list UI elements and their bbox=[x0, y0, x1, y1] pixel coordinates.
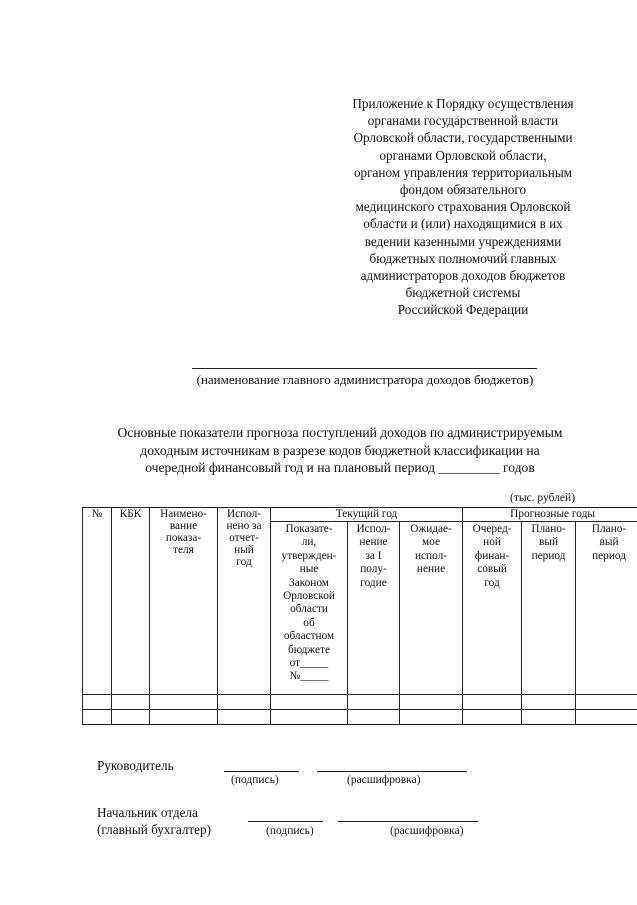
appendix-line: бюджетной системы bbox=[405, 285, 521, 301]
col-header-reported-year: Испол- нено за отчет- ный год bbox=[218, 508, 271, 695]
appendix-line: фондом обязательного bbox=[399, 182, 527, 198]
appendix-line: органами государственной власти bbox=[367, 113, 559, 129]
head-decode-line bbox=[317, 771, 467, 772]
head-label: Руководитель bbox=[97, 758, 174, 773]
chief-label-line1: Начальник отдела bbox=[97, 805, 198, 820]
chief-signature-line bbox=[248, 821, 323, 822]
col-header-expected: Ожидае- мое испол- нение bbox=[400, 522, 463, 695]
appendix-header bbox=[326, 95, 600, 319]
head-signature-line bbox=[224, 771, 299, 772]
table-row bbox=[83, 695, 637, 710]
group-header-forecast-years: Прогнозные годы bbox=[463, 508, 637, 522]
title-line: доходным источникам в разрезе кодов бюджетной классификации на bbox=[140, 442, 540, 458]
col-header-plan-period-2: Плано- вый период bbox=[576, 522, 637, 695]
forecast-table bbox=[82, 507, 637, 725]
admin-name-line bbox=[192, 368, 537, 369]
chief-signature-caption: (подпись) bbox=[266, 825, 314, 837]
head-decode-caption: (расшифровка) bbox=[347, 774, 421, 786]
col-header-number: № bbox=[83, 508, 112, 695]
col-header-next-year: Очеред- ной финан- совый год bbox=[463, 522, 522, 695]
col-header-indicator-name: Наимено- вание показа- теля bbox=[150, 508, 218, 695]
col-header-half-year: Испол- нение за I полу- годие bbox=[348, 522, 400, 695]
units-label: (тыс. рублей) bbox=[510, 492, 576, 504]
appendix-line: Российской Федерации bbox=[397, 302, 529, 318]
appendix-line: органами Орловской области, bbox=[379, 147, 547, 163]
chief-label-line2: (главный бухгалтер) bbox=[97, 822, 212, 837]
admin-name-caption: (наименование главного администратора доходов бюджетов) bbox=[196, 372, 534, 387]
chief-decode-caption: (расшифровка) bbox=[390, 825, 464, 837]
appendix-line: ведении казенными учреждениями bbox=[364, 233, 562, 249]
appendix-line: администраторов доходов бюджетов bbox=[360, 268, 566, 284]
head-signature-caption: (подпись) bbox=[231, 774, 279, 786]
document-title bbox=[60, 424, 620, 477]
title-line: Основные показатели прогноза поступлений доходов по администрируемым bbox=[117, 425, 563, 440]
col-header-plan-period-1: Плано- вый период bbox=[522, 522, 576, 695]
appendix-line: бюджетных полномочий главных bbox=[369, 250, 557, 266]
col-header-approved-by-law: Показате- ли, утвержден- ные Законом Орловской области об областном бюджете от_____ №_____ bbox=[271, 522, 348, 695]
chief-decode-line bbox=[338, 821, 478, 822]
appendix-line: медицинского страхования Орловской bbox=[355, 199, 571, 215]
appendix-line: Приложение к Порядку осуществления bbox=[352, 96, 574, 111]
appendix-line: органом управления территориальным bbox=[353, 164, 573, 180]
group-header-current-year: Текущий год bbox=[271, 508, 463, 522]
title-line: очередной финансовый год и на плановый период _________ годов bbox=[145, 460, 535, 475]
appendix-line: Орловской области, государственными bbox=[353, 130, 573, 146]
col-header-kbk: КБК bbox=[112, 508, 150, 695]
table-row bbox=[83, 710, 637, 725]
appendix-line: области и (или) находящимися в их bbox=[363, 216, 563, 232]
